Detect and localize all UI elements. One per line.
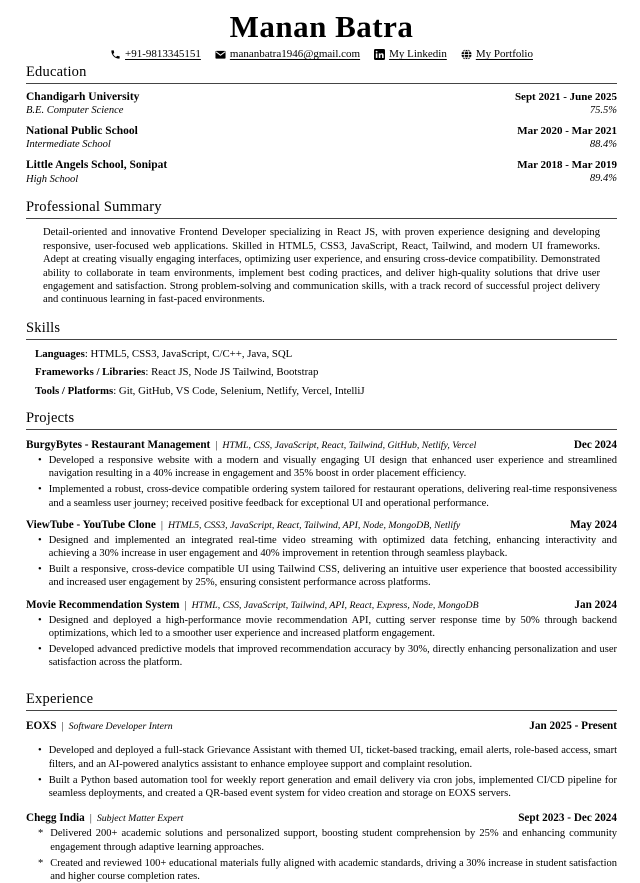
project-bullet: • Developed a responsive website with a modern and visually engaging UI design that enhanced user experience and streamlined navigation resulting in a 40% increase in engagement and 35% boost in order placement efficiency. [38, 454, 617, 480]
experience-company: EOXS [26, 720, 57, 733]
phone-icon [110, 49, 121, 60]
linkedin-link[interactable] [374, 48, 447, 60]
education-score: 75.5% [589, 105, 617, 117]
project-bullet: • Developed advanced predictive models that improved recommendation accuracy by 30%, directly enhancing personalization and user satisfaction across the platform. [38, 644, 617, 669]
bullet-marker: • [38, 564, 42, 576]
education-entry [26, 158, 617, 186]
envelope-icon [215, 49, 226, 60]
skill-value: React JS, Node JS Tailwind, Bootstrap [151, 366, 319, 379]
project-entry-viewtube [26, 519, 617, 590]
project-date: Dec 2024 [573, 438, 617, 451]
skill-value: HTML5, CSS3, JavaScript, C/C++, Java, SQL [90, 347, 293, 360]
education-dates: Mar 2020 - Mar 2021 [517, 125, 617, 138]
experience-dates: Jan 2025 - Present [529, 720, 617, 733]
email-link[interactable] [215, 48, 360, 60]
section-title-education: Education [26, 64, 617, 84]
project-date: May 2024 [570, 518, 617, 531]
linkedin-icon [374, 49, 385, 60]
experience-entry-chegg [26, 812, 617, 883]
education-degree: High School [26, 173, 79, 185]
experience-company: Chegg India [26, 812, 85, 825]
skill-label: Tools / Platforms [35, 384, 114, 397]
experience-bullet: * Delivered 200+ academic solutions and personalized support, boosting student comprehension by 25% and enhancing community engagement through adaptive learning approaches. [38, 828, 617, 853]
bullet-marker: • [38, 774, 42, 786]
bullet-marker: • [38, 644, 42, 656]
experience-dates: Sept 2023 - Dec 2024 [518, 812, 617, 825]
phone-link[interactable] [110, 48, 201, 60]
education-institution: Chandigarh University [26, 91, 140, 104]
project-bullet: • Designed and deployed a high-performance movie recommendation API, cutting server response time by 50% through backend optimizations, which led to a smoother user experience and increased platform engagement. [38, 614, 617, 639]
skill-label: Languages [35, 347, 85, 360]
project-name: Movie Recommendation System [26, 598, 180, 611]
education-degree: Intermediate School [26, 139, 111, 151]
education-dates: Sept 2021 - June 2025 [514, 91, 617, 104]
project-tech-stack: HTML, CSS, JavaScript, React, Tailwind, GitHub, Netlify, Vercel [222, 439, 477, 451]
section-professional-summary [26, 199, 617, 307]
resume-name: Manan Batra [229, 9, 414, 44]
project-entry-burgybytes [26, 439, 617, 510]
project-tech-stack: HTML, CSS, JavaScript, Tailwind, API, React, Express, Node, MongoDB [191, 599, 479, 611]
project-bullet: • Designed and implemented an integrated real-time video streaming with optimized data fetching, enhancing interactivity and achieving a 30% increase in user engagement and 40% improvement in retention through seamless playback. [38, 534, 617, 559]
experience-bullet: • Developed and deployed a full-stack Grievance Assistant with themed UI, ticket-based tracking, email alerts, role-based access, smart filters, and an AI-powered analytics assistant to enhance employee support and complaint resolution. [38, 745, 617, 770]
section-skills [26, 320, 617, 397]
project-name: BurgyBytes - Restaurant Management [26, 438, 211, 451]
education-score: 89.4% [589, 173, 617, 185]
education-institution: Little Angels School, Sonipat [26, 159, 168, 172]
education-dates: Mar 2018 - Mar 2019 [517, 159, 617, 172]
project-entry-movie-recommendation [26, 599, 617, 670]
summary-paragraph: Detail-oriented and innovative Frontend Developer specializing in React JS, with proven experience designing and developing responsive, user-focused web applications. Skilled in HTML5, CSS3, JavaScript, React, Tailwind, and modern UI frameworks. Adept at creating visually engaging interfaces, optimizing user experience, and ensuring cross-device compatibility. Demonstrated ability to collaborate in team environments, implement best coding practices, and deliver high-quality solutions that drive user engagement and satisfaction. Strong problem-solving and communication skills, with a track record of successful project delivery and continuous learning in fast-paced environments. [43, 227, 600, 306]
globe-icon [461, 49, 472, 60]
skills-list [35, 348, 617, 397]
section-title-skills: Skills [26, 320, 617, 340]
bullet-marker: • [38, 745, 42, 757]
pipe-separator: | [160, 519, 163, 531]
education-score: 88.4% [589, 139, 617, 151]
skill-value: Git, GitHub, VS Code, Selenium, Netlify, Vercel, IntelliJ [118, 384, 365, 397]
experience-bullet: • Built a Python based automation tool for weekly report generation and email delivery via cron jobs, implemented CI/CD pipeline for seamless deployments, and created a QR-based event system for video creation and storage on EOXS servers. [38, 774, 617, 800]
project-name: ViewTube - YouTube Clone [26, 518, 156, 531]
education-entry [26, 90, 617, 118]
section-title-professional-summary: Professional Summary [26, 199, 617, 219]
email-label: mananbatra1946@gmail.com [229, 48, 361, 61]
bullet-marker: * [38, 828, 44, 840]
project-bullet: • Built a responsive, cross-device compatible UI using Tailwind CSS, delivering an intuitive user experience that boosted accessibility and increased user engagement by 25%, ensuring consistent performance across platforms. [38, 564, 617, 589]
education-entry [26, 124, 617, 152]
skill-row-languages: Languages: HTML5, CSS3, JavaScript, C/C++, Java, SQL [35, 347, 293, 360]
skill-label: Frameworks / Libraries [35, 366, 146, 379]
project-bullet: • Implemented a robust, cross-device compatible ordering system tailored for restaurant operations, delivering real-time responsiveness and a seamless user journey; received positive feedback for exceptional UI and operational performance. [38, 484, 617, 509]
pipe-separator: | [184, 599, 187, 611]
experience-role: Software Developer Intern [68, 721, 173, 733]
section-title-projects: Projects [26, 410, 617, 430]
project-tech-stack: HTML5, CSS3, JavaScript, React, Tailwind, API, Node, MongoDB, Netlify [167, 519, 461, 531]
project-date: Jan 2024 [574, 598, 617, 611]
education-institution: National Public School [26, 125, 138, 138]
experience-bullet: * Created and reviewed 100+ educational materials fully aligned with academic standards, driving a 30% increase in student satisfaction and higher course completion rates. [38, 857, 617, 883]
bullet-marker: * [38, 857, 44, 869]
skill-row-frameworks: Frameworks / Libraries: React JS, Node JS Tailwind, Bootstrap [35, 366, 319, 379]
bullet-marker: • [38, 614, 42, 626]
section-experience [26, 691, 617, 883]
pipe-separator: | [215, 439, 218, 451]
linkedin-label: My Linkedin [389, 48, 447, 61]
portfolio-label: My Portfolio [475, 48, 533, 61]
section-projects [26, 410, 617, 670]
pipe-separator: | [61, 721, 64, 733]
experience-entry-eoxs [26, 720, 617, 800]
education-degree: B.E. Computer Science [26, 105, 124, 117]
bullet-marker: • [38, 534, 42, 546]
bullet-marker: • [38, 454, 42, 466]
contact-row [26, 48, 617, 60]
section-title-experience: Experience [26, 691, 617, 711]
skill-row-tools: Tools / Platforms: Git, GitHub, VS Code, Selenium, Netlify, Vercel, IntelliJ [35, 384, 365, 397]
pipe-separator: | [89, 813, 92, 825]
phone-label: +91-9813345151 [125, 48, 201, 61]
bullet-marker: • [38, 484, 42, 496]
experience-role: Subject Matter Expert [96, 813, 184, 825]
section-education [26, 64, 617, 186]
portfolio-link[interactable] [461, 48, 533, 60]
